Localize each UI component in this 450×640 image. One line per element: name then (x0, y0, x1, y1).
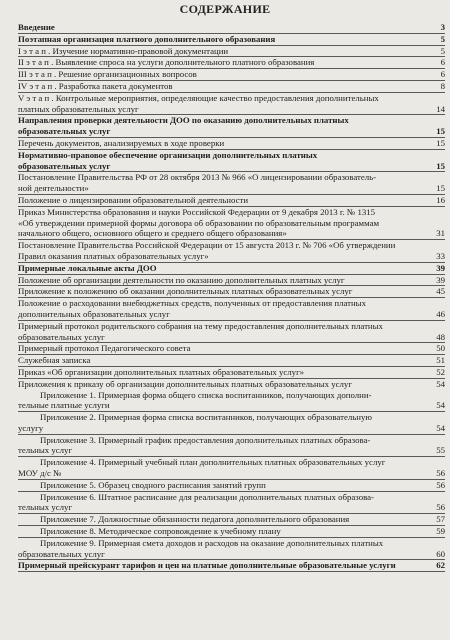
toc-entry (18, 559, 445, 571)
toc-entry-line (18, 195, 445, 206)
toc-page-number: 54 (436, 400, 445, 411)
toc-entry-text: Направления проверки деятельности ДОО по оказанию дополнительных платных (18, 115, 349, 126)
toc-entry-line (18, 298, 445, 309)
toc-entry-text: Приложение 5. Образец сводного расписания занятий групп (40, 479, 266, 490)
toc-entry-text: Приложение 1. Примерная форма общего списка воспитанников, получающих дополни- (40, 389, 372, 400)
toc-entry-line (18, 400, 445, 411)
toc-entry-line (18, 69, 445, 80)
toc-entry-text: IV э т а п . Разработка пакета документов (18, 80, 173, 91)
toc-entry (18, 378, 445, 390)
toc-entry (18, 114, 445, 137)
toc-entry-line (18, 251, 445, 262)
toc-entry-line (18, 207, 445, 218)
toc-entry-line (18, 412, 445, 423)
toc-entry-line (18, 93, 445, 104)
toc-entry-line (18, 240, 445, 251)
toc-entry-line (18, 22, 445, 33)
toc-entry-text: Положение о лицензировании образовательной деятельности (18, 194, 249, 205)
toc-entry-text: образовательных услуг (18, 331, 105, 342)
toc-page-number: 57 (436, 514, 445, 525)
toc-entry-text: Постановление Правительства РФ от 28 октября 2013 № 966 «О лицензировании образователь- (18, 172, 377, 183)
toc-entry-text: Приказ «Об организации дополнительных платных образовательных услуг» (18, 366, 305, 377)
toc-entry-text: образовательных услуг (18, 126, 111, 137)
toc-page-number: 5 (440, 33, 445, 44)
toc-entry (18, 411, 445, 434)
toc-entry-line (18, 172, 445, 183)
toc-entry (18, 22, 445, 33)
toc-entry-text: I э т а п . Изучение нормативно-правовой документации (18, 45, 229, 56)
toc-entry-line (18, 115, 445, 126)
toc-entry (18, 80, 445, 92)
toc-page-number: 14 (436, 103, 445, 114)
toc-entry-line (18, 468, 445, 479)
toc-entry (18, 239, 445, 262)
toc-entry-text: Перечень документов, анализируемых в ходе проверки (18, 137, 225, 148)
toc-entry-line (18, 343, 445, 354)
toc-entry-line (18, 526, 445, 537)
toc-page-number: 15 (436, 160, 445, 171)
toc-entry-line (18, 480, 445, 491)
toc-entry-line (18, 379, 445, 390)
toc-entry-line (18, 367, 445, 378)
toc-entry-text: Приложение 6. Штатное расписание для реализации дополнительных платных образова- (40, 491, 374, 502)
toc-entry-text: Приказ Министерства образования и науки Российской Федерации от 9 декабря 2013 г. № 1315 (18, 206, 376, 217)
toc-entry (18, 537, 445, 560)
toc-entry-text: Введение (18, 22, 55, 32)
toc-page-number: 62 (436, 560, 445, 571)
toc-entry-line (18, 549, 445, 560)
toc-entry-text: МОУ д/с № (18, 468, 62, 479)
toc-page-number: 15 (436, 126, 445, 137)
toc-page-number: 56 (436, 479, 445, 490)
toc-entry (18, 479, 445, 491)
toc-entry-text: Приложение к положению об оказании дополнительных платных образовательных услуг (18, 286, 353, 297)
toc-entry-line (18, 46, 445, 57)
toc-entry (18, 297, 445, 320)
toc-entry-line (18, 138, 445, 149)
toc-page-number: 56 (436, 468, 445, 479)
toc-entry-text: Приложение 3. Примерный график предоставления дополнительных платных образова- (40, 434, 371, 445)
toc-entry-text: Поэтапная организация платного дополнительного образования (18, 33, 276, 44)
toc-entry-text: Положение о расходовании внебюджетных средств, полученных от предоставления платных (18, 298, 366, 309)
toc-page-number: 46 (436, 308, 445, 319)
toc-page-number: 33 (436, 250, 445, 261)
toc-entry-text: тельных услуг (18, 445, 73, 456)
toc-entry (18, 262, 445, 274)
toc-page-number: 51 (436, 355, 445, 366)
toc-entry-text: Примерный протокол Педагогического совета (18, 343, 191, 354)
toc-page-number: 31 (436, 228, 445, 239)
toc-entry (18, 68, 445, 80)
toc-entry (18, 513, 445, 525)
toc-entry (18, 171, 445, 194)
toc-bottom-rule (18, 571, 445, 572)
toc-entry-line (18, 228, 445, 239)
toc-entry-line (18, 332, 445, 343)
toc-entry-line (18, 390, 445, 401)
toc-entry-line (18, 309, 445, 320)
toc-entry-text: тельные платные услуги (18, 400, 110, 411)
toc-page-number: 50 (436, 343, 445, 354)
toc-entry-text: образовательных услуг (18, 160, 111, 171)
toc-page-number: 6 (440, 57, 445, 68)
toc-entry-text: Примерные локальные акты ДОО (18, 262, 157, 273)
toc-entry (18, 434, 445, 457)
toc-entry (18, 137, 445, 149)
toc-page-number: 55 (436, 445, 445, 456)
page-title: СОДЕРЖАНИЕ (179, 2, 271, 16)
toc-page-number: 54 (436, 422, 445, 433)
toc-entry-line (18, 126, 445, 137)
toc-entry-text: образовательных услуг (18, 548, 105, 559)
toc-entry (18, 33, 445, 45)
toc-entry (18, 194, 445, 206)
toc-page-number: 5 (440, 45, 445, 56)
toc-entry-text: Нормативно-правовое обеспечение организации дополнительных платных (18, 149, 318, 160)
toc-entry-text: Приложения к приказу об организации дополнительных платных образовательных услуг (18, 378, 352, 389)
toc-entry-line (18, 560, 445, 571)
toc-page-number: 39 (436, 274, 445, 285)
toc-entry-line (18, 445, 445, 456)
toc-entry-line (18, 502, 445, 513)
toc-entry (18, 206, 445, 239)
toc-entry-text: дополнительных образовательных услуг (18, 308, 170, 319)
toc-entry-text: Постановление Правительства Российской Федерации от 15 августа 2013 г. № 706 «Об утверждении (18, 240, 396, 251)
toc-entry-line (18, 538, 445, 549)
toc-entry-text: III э т а п . Решение организационных вопросов (18, 69, 197, 80)
toc-entry-text: Приложение 7. Должностные обязанности педагога дополнительного образования (40, 514, 350, 525)
toc-entry-text: II э т а п . Выявление спроса на услуги дополнительного платного образования (18, 57, 315, 68)
toc-page-number: 48 (436, 331, 445, 342)
toc-entry-text: Примерный протокол родительского собрания на тему предоставления дополнительных платных (18, 320, 383, 331)
toc-page-number: 56 (436, 502, 445, 513)
toc-entry-line (18, 435, 445, 446)
toc-entry (18, 491, 445, 514)
toc-entry-text: Служебная записка (18, 355, 91, 366)
toc-entry (18, 390, 445, 412)
toc-page-number: 16 (436, 194, 445, 205)
toc-page-number: 3 (440, 22, 445, 32)
toc-entry-line (18, 321, 445, 332)
toc-entry-line (18, 57, 445, 68)
toc-entry-text: начального общего, основного общего и среднего общего образования» (18, 228, 287, 239)
toc-entry (18, 274, 445, 286)
toc-entry (18, 456, 445, 479)
toc-entry-line (18, 104, 445, 115)
toc-entry-text: Примерный прейскурант тарифов и цен на платные дополнительные образовательные услуги (18, 560, 396, 571)
toc-entry (18, 92, 445, 115)
toc-entry (18, 354, 445, 366)
toc-entry-line (18, 514, 445, 525)
toc-entry-text: Приложение 4. Примерный учебный план дополнительных платных образовательных услуг (40, 457, 386, 468)
toc-page-number: 59 (436, 526, 445, 537)
toc-page-number: 39 (436, 262, 445, 273)
toc-entry-text: Положение об организации деятельности по оказанию дополнительных платных услуг (18, 274, 345, 285)
toc-entry-line (18, 275, 445, 286)
toc-entry-line (18, 81, 445, 92)
toc-entry-line (18, 457, 445, 468)
toc-entry (18, 320, 445, 343)
toc-entry-text: «Об утверждении примерной формы договора об образовании по образовательным программам (18, 217, 380, 228)
toc-entry-text: Приложение 2. Примерная форма списка воспитанников, получающих образовательную (40, 412, 372, 423)
toc-page-number: 45 (436, 286, 445, 297)
toc-entry-text: ной деятельности» (18, 183, 89, 194)
toc-entry-text: Правил оказания платных образовательных услуг» (18, 250, 209, 261)
toc-entry-line (18, 183, 445, 194)
toc-entry (18, 525, 445, 537)
toc-entry-line (18, 492, 445, 503)
toc-entry (18, 45, 445, 57)
toc-entry (18, 285, 445, 297)
toc-entry-line (18, 423, 445, 434)
toc-page-number: 54 (436, 378, 445, 389)
toc-entry-line (18, 218, 445, 229)
toc-entry-text: V э т а п . Контрольные мероприятия, определяющие качество предоставления дополнительных (18, 92, 379, 103)
toc-entry-line (18, 263, 445, 274)
toc-entry (18, 56, 445, 68)
toc-entry-text: тельных услуг (18, 502, 73, 513)
toc-page-number: 15 (436, 137, 445, 148)
toc-entry-line (18, 355, 445, 366)
toc-entry (18, 366, 445, 378)
toc-page-number: 15 (436, 183, 445, 194)
toc-entry-line (18, 161, 445, 172)
toc-entry-line (18, 286, 445, 297)
toc-entry-text: услугу (18, 422, 44, 433)
toc-entry-text: Приложение 9. Примерная смета доходов и расходов на оказание дополнительных платных (40, 537, 384, 548)
toc-entry-text: Приложение 8. Методическое сопровождение к учебному плану (40, 526, 281, 537)
toc-entry-text: платных образовательных услуг (18, 103, 139, 114)
toc-entry (18, 342, 445, 354)
toc-page-number: 52 (436, 366, 445, 377)
table-of-contents (18, 22, 445, 572)
toc-page-number: 60 (436, 548, 445, 559)
toc-entry (18, 149, 445, 172)
toc-entry-line (18, 34, 445, 45)
toc-page-number: 8 (440, 80, 445, 91)
toc-page-number: 6 (440, 69, 445, 80)
toc-entry-line (18, 150, 445, 161)
